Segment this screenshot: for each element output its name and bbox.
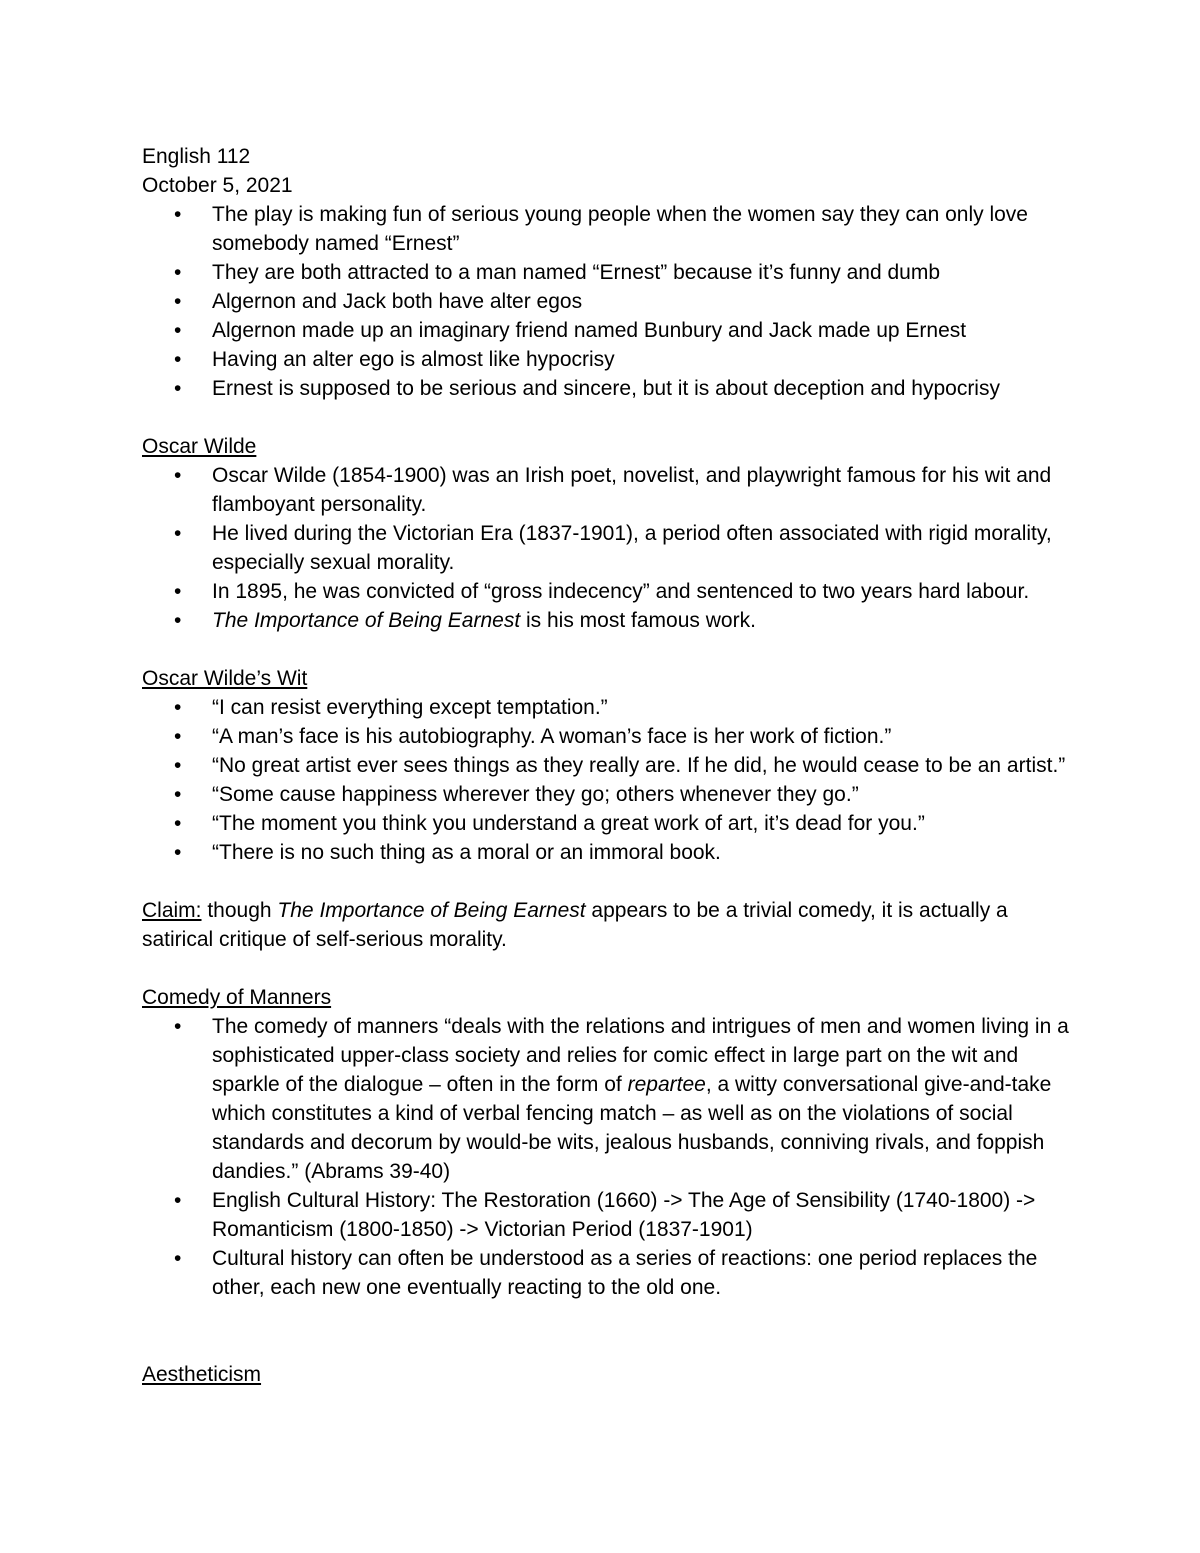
list-item: • English Cultural History: The Restoration (1660) -> The Age of Sensibility (1740-1800) -> Romanticism (1800-1850) -> Victorian Period (1837-1901) xyxy=(142,1186,1082,1244)
bullet-icon: • xyxy=(174,696,182,719)
list-item: • Ernest is supposed to be serious and sincere, but it is about deception and hypocrisy xyxy=(142,374,1082,403)
list-item: • The play is making fun of serious young people when the women say they can only love somebody named “Ernest” xyxy=(142,200,1082,258)
list-item: • Having an alter ego is almost like hypocrisy xyxy=(142,345,1082,374)
list-item: • In 1895, he was convicted of “gross indecency” and sentenced to two years hard labour. xyxy=(142,577,1082,606)
bullet-icon: • xyxy=(174,290,182,313)
document-page xyxy=(142,142,1082,1389)
bullet-icon: • xyxy=(174,1247,182,1270)
course-title: English 112 xyxy=(142,145,251,168)
list-item: • They are both attracted to a man named “Ernest” because it’s funny and dumb xyxy=(142,258,1082,287)
list-item: • The Importance of Being Earnest is his most famous work. xyxy=(142,606,1082,635)
spacer xyxy=(142,1302,1082,1331)
list-item: • “A man’s face is his autobiography. A woman’s face is her work of fiction.” xyxy=(142,722,1082,751)
claim-paragraph: Claim: though The Importance of Being Earnest appears to be a trivial comedy, it is actually a satirical critique of self-serious morality. xyxy=(142,899,1008,951)
bullet-icon: • xyxy=(174,1015,182,1038)
note-date: October 5, 2021 xyxy=(142,174,293,197)
bullet-icon: • xyxy=(174,609,182,632)
bullet-icon: • xyxy=(174,319,182,342)
bullet-icon: • xyxy=(174,783,182,806)
intro-bullet-list xyxy=(142,200,1082,403)
list-item: • Oscar Wilde (1854-1900) was an Irish poet, novelist, and playwright famous for his wit and flamboyant personality. xyxy=(142,461,1082,519)
claim-label: Claim: xyxy=(142,899,202,922)
wit-quote-list xyxy=(142,693,1082,867)
bullet-icon: • xyxy=(174,580,182,603)
bullet-icon: • xyxy=(174,1189,182,1212)
wilde-bullet-list xyxy=(142,461,1082,635)
list-item: • “There is no such thing as a moral or an immoral book. xyxy=(142,838,1082,867)
section-heading-comedy-of-manners: Comedy of Manners xyxy=(142,986,332,1009)
spacer xyxy=(142,403,1082,432)
spacer xyxy=(142,954,1082,983)
section-heading-aestheticism: Aestheticism xyxy=(142,1363,262,1386)
play-title: The Importance of Being Earnest xyxy=(212,609,521,632)
manners-bullet-list xyxy=(142,1012,1082,1302)
list-item: • Cultural history can often be understood as a series of reactions: one period replaces the other, each new one eventually reacting to the old one. xyxy=(142,1244,1082,1302)
section-heading-wit: Oscar Wilde’s Wit xyxy=(142,667,308,690)
bullet-icon: • xyxy=(174,464,182,487)
spacer xyxy=(142,867,1082,896)
spacer xyxy=(142,1331,1082,1360)
list-item: • He lived during the Victorian Era (1837-1901), a period often associated with rigid morality, especially sexual morality. xyxy=(142,519,1082,577)
list-item: • Algernon made up an imaginary friend named Bunbury and Jack made up Ernest xyxy=(142,316,1082,345)
term-repartee: repartee xyxy=(627,1073,706,1096)
bullet-icon: • xyxy=(174,203,182,226)
bullet-icon: • xyxy=(174,725,182,748)
bullet-icon: • xyxy=(174,812,182,835)
list-item: • “The moment you think you understand a great work of art, it’s dead for you.” xyxy=(142,809,1082,838)
bullet-icon: • xyxy=(174,841,182,864)
list-item: • “Some cause happiness wherever they go; others whenever they go.” xyxy=(142,780,1082,809)
list-item: • “I can resist everything except temptation.” xyxy=(142,693,1082,722)
list-item: • “No great artist ever sees things as they really are. If he did, he would cease to be an artist.” xyxy=(142,751,1082,780)
play-title: The Importance of Being Earnest xyxy=(277,899,586,922)
bullet-icon: • xyxy=(174,377,182,400)
list-item: • Algernon and Jack both have alter egos xyxy=(142,287,1082,316)
spacer xyxy=(142,635,1082,664)
bullet-icon: • xyxy=(174,522,182,545)
bullet-icon: • xyxy=(174,754,182,777)
section-heading-oscar-wilde: Oscar Wilde xyxy=(142,435,257,458)
bullet-icon: • xyxy=(174,261,182,284)
bullet-icon: • xyxy=(174,348,182,371)
list-item: • The comedy of manners “deals with the relations and intrigues of men and women living in a sophisticated upper-class society and relies for comic effect in large part on the wit and sparkle of the dialogue – often in the form of repartee, a witty conversational give-and-take which constitutes a kind of verbal fencing match – as well as on the violations of social standards and decorum by would-be wits, jealous husbands, conniving rivals, and foppish dandies.” (Abrams 39-40) xyxy=(142,1012,1082,1186)
